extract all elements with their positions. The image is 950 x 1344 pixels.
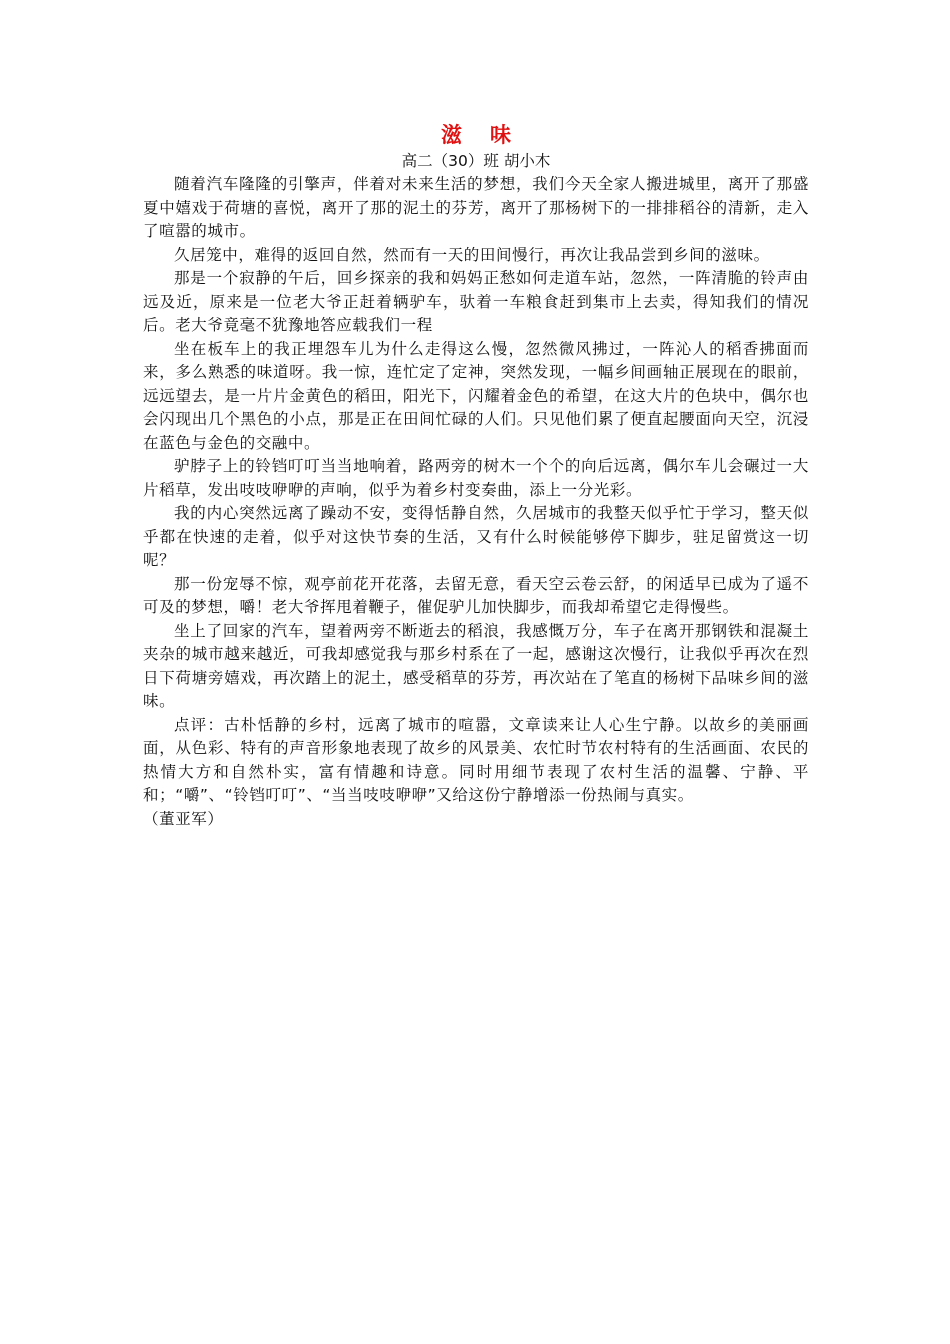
paragraph-7: 那一份宠辱不惊，观亭前花开花落，去留无意，看天空云卷云舒，的闲适早已成为了遥不可及的梦想，嚼！老大爷挥甩着鞭子，催促驴儿加快脚步，而我却希望它走得慢些。 xyxy=(143,574,809,616)
paragraph-8: 坐上了回家的汽车，望着两旁不断逝去的稻浪，我感慨万分，车子在离开那钢铁和混凝土夹杂的城市越来越近，可我却感觉我与那乡村系在了一起，感谢这次慢行，让我似乎再次在烈日下荷塘旁嬉戏，再次踏上的泥土，感受稻草的芬芳，再次站在了笔直的杨树下品味乡间的滋味。 xyxy=(143,621,809,710)
title-char-2: 味 xyxy=(490,123,511,147)
paragraph-1: 随着汽车隆隆的引擎声，伴着对未来生活的梦想，我们今天全家人搬进城里，离开了那盛夏中嬉戏于荷塘的喜悦，离开了那的泥土的芬芳，离开了那杨树下的一排排稻谷的清新，走入了喧嚣的城市。 xyxy=(143,175,809,240)
paragraph-5: 驴脖子上的铃铛叮叮当当地响着，路两旁的树木一个个的向后远离，偶尔车儿会碾过一大片稻草，发出吱吱咿咿的声响，似乎为着乡村变奏曲，添上一分光彩。 xyxy=(143,457,809,499)
paragraph-6: 我的内心突然远离了躁动不安，变得恬静自然，久居城市的我整天似乎忙于学习，整天似乎都在快速的走着，似乎对这快节奏的生活，又有什么时候能够停下脚步，驻足留赏这一切呢？ xyxy=(143,504,809,569)
document-page xyxy=(143,120,809,831)
document-title xyxy=(143,120,809,150)
reviewer-name: （董亚军） xyxy=(143,809,224,828)
title-char-1: 滋 xyxy=(441,123,462,147)
paragraph-3: 那是一个寂静的午后，回乡探亲的我和妈妈正愁如何走道车站，忽然，一阵清脆的铃声由远及近，原来是一位老大爷正赶着辆驴车，驮着一车粮食赶到集市上去卖，得知我们的情况后。老大爷竟毫不犹豫地答应载我们一程 xyxy=(143,269,809,334)
paragraph-2: 久居笼中，难得的返回自然，然而有一天的田间慢行，再次让我品尝到乡间的滋味。 xyxy=(174,245,770,264)
paragraph-4: 坐在板车上的我正埋怨车儿为什么走得这么慢，忽然微风拂过，一阵沁人的稻香拂面而来，多么熟悉的味道呀。我一惊，连忙定了定神，突然发现，一幅乡间画轴正展现在的眼前，远远望去，是一片片金黄色的稻田，阳光下，闪耀着金色的希望，在这大片的色块中，偶尔也会闪现出几个黑色的小点，那是正在田间忙碌的人们。只见他们累了便直起腰面向天空，沉浸在蓝色与金色的交融中。 xyxy=(143,339,809,452)
author-byline: 高二（30）班 胡小木 xyxy=(401,152,551,170)
commentary-paragraph: 点评：古朴恬静的乡村，远离了城市的喧嚣，文章读来让人心生宁静。以故乡的美丽画面，从色彩、特有的声音形象地表现了故乡的风景美、农忙时节农村特有的生活画面、农民的热情大方和自然朴实，富有情趣和诗意。同时用细节表现了农村生活的温馨、宁静、平和；“嚼”、“铃铛叮叮”、“当当吱吱咿咿”又给这份宁静增添一份热闹与真实。 xyxy=(143,715,809,804)
